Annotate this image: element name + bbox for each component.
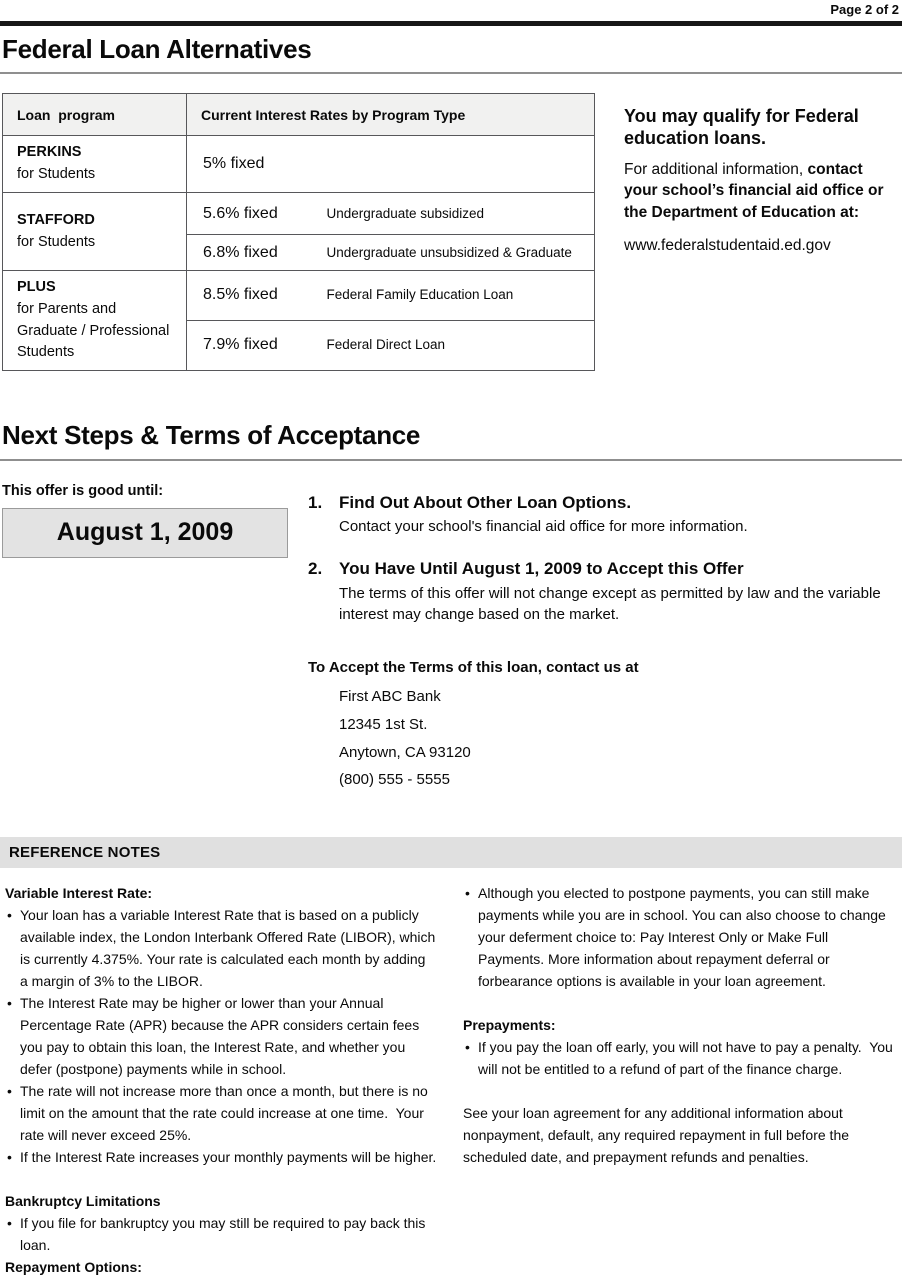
federal-loans-info-heading: You may qualify for Federal education loans. <box>624 106 859 149</box>
spacer <box>463 1081 895 1103</box>
step-2 <box>308 558 900 625</box>
step-title: You Have Until August 1, 2009 to Accept this Offer <box>339 559 744 579</box>
rate-program-type: Federal Direct Loan <box>326 337 446 353</box>
step-body: Contact your school's financial aid office for more information. <box>339 518 748 536</box>
rate-value: 8.5% fixed <box>203 286 278 304</box>
rate-value: 6.8% fixed <box>203 243 278 261</box>
note-heading-bankruptcy-limitations: Bankruptcy Limitations <box>5 1192 161 1209</box>
table-header-row <box>3 94 595 136</box>
reference-notes-body <box>0 868 902 1278</box>
program-name: PERKINS <box>17 144 82 161</box>
step-number: 1. <box>308 492 323 512</box>
rate-value: 5% fixed <box>203 155 265 173</box>
spacer <box>5 1169 437 1191</box>
note-bullet: • The rate will not increase more than once a month, but there is no limit on the amount that the rate could increase at one time. Your rate will never exceed 25%. <box>5 1081 437 1147</box>
federal-loans-info-text <box>624 159 900 223</box>
program-cell-stafford <box>3 193 187 271</box>
rate-cell <box>187 320 595 371</box>
info-text-regular: For additional information, <box>624 161 808 179</box>
offer-good-until-label: This offer is good until: <box>2 482 164 499</box>
lender-name: First ABC Bank <box>339 688 441 706</box>
rate-cell <box>187 271 595 320</box>
program-audience: for Students <box>17 233 96 250</box>
rate-value: 5.6% fixed <box>203 204 278 222</box>
offer-expiration-date: August 1, 2009 <box>2 508 288 558</box>
section-title-federal-loan-alternatives: Federal Loan Alternatives <box>0 26 902 75</box>
reference-notes-left-column <box>5 883 440 1278</box>
program-audience: for Parents and Graduate / Professional Students <box>17 300 170 361</box>
rate-program-type: Undergraduate subsidized <box>326 205 485 221</box>
table-header-loan-program: Loan program <box>3 94 187 136</box>
page-number: Page 2 of 2 <box>830 2 899 17</box>
step-1 <box>308 492 900 538</box>
steps-list <box>308 481 900 797</box>
reference-notes-header: REFERENCE NOTES <box>0 837 902 868</box>
rate-cell <box>187 136 595 193</box>
rate-cell <box>187 235 595 271</box>
lender-street: 12345 1st St. <box>339 715 428 733</box>
rate-cell <box>187 193 595 235</box>
section-title-next-steps: Next Steps & Terms of Acceptance <box>0 412 902 461</box>
lender-city-state-zip: Anytown, CA 93120 <box>339 743 471 761</box>
table-row-perkins <box>3 136 595 193</box>
note-heading-variable-interest-rate: Variable Interest Rate: <box>5 885 153 902</box>
rate-value: 7.9% fixed <box>203 336 278 354</box>
next-steps-content <box>0 481 902 797</box>
table-header-current-rates: Current Interest Rates by Program Type <box>187 94 595 136</box>
note-footer-paragraph: See your loan agreement for any additional information about nonpayment, default, any required repayment in full before the scheduled date, and prepayment refunds and penalties. <box>463 1104 853 1165</box>
program-cell-perkins <box>3 136 187 193</box>
accept-terms-label: To Accept the Terms of this loan, contact us at <box>308 659 639 677</box>
loan-alternatives-content <box>0 93 902 371</box>
note-bullet: • If you pay the loan off early, you will not have to pay a penalty. You will not be entitled to a refund of part of the finance charge. <box>463 1037 895 1081</box>
rate-program-type: Federal Family Education Loan <box>326 287 514 303</box>
note-heading-repayment-options: Repayment Options: <box>5 1258 142 1275</box>
federal-loans-info-box <box>624 93 900 371</box>
loan-rates-table <box>2 93 595 371</box>
note-heading-prepayments: Prepayments: <box>463 1017 556 1034</box>
rate-program-type: Undergraduate unsubsidized & Graduate <box>326 244 572 260</box>
step-number: 2. <box>308 559 323 579</box>
program-name: STAFFORD <box>17 211 95 228</box>
step-title: Find Out About Other Loan Options. <box>339 492 632 512</box>
info-text-bold: contact your school’s financial aid office or the Department of Education at: <box>624 161 884 221</box>
program-audience: for Students <box>17 166 96 183</box>
lender-phone: (800) 555 - 5555 <box>339 771 450 789</box>
program-name: PLUS <box>17 279 56 296</box>
note-bullet: • The Interest Rate may be higher or lower than your Annual Percentage Rate (APR) because the APR considers certain fees you pay to obtain this loan, the Interest Rate, and whether you defer (postpone) payments while in school. <box>5 993 437 1081</box>
lender-contact-block <box>339 686 900 791</box>
note-bullet: • Although you elected to postpone payments, you can still make payments while you are in school. You can also choose to change your deferment choice to: Pay Interest Only or Make Full Payments. More information about repayment deferral or forbearance options is available in your loan agreement. <box>463 883 895 993</box>
table-row-plus-ffel <box>3 271 595 320</box>
reference-notes-right-column <box>463 883 895 1278</box>
spacer <box>463 993 895 1015</box>
note-bullet: • Your loan has a variable Interest Rate that is based on a publicly available index, the London Interbank Offered Rate (LIBOR), which is currently 4.375%. Your rate is calculated each month by adding a margin of 3% to the LIBOR. <box>5 905 437 993</box>
note-bullet: • If you file for bankruptcy you may still be required to pay back this loan. <box>5 1213 437 1257</box>
table-row-stafford-subsidized <box>3 193 595 235</box>
federal-student-aid-url: www.federalstudentaid.ed.gov <box>624 237 831 255</box>
program-cell-plus <box>3 271 187 371</box>
offer-validity-block <box>2 481 288 797</box>
step-body: The terms of this offer will not change except as permitted by law and the variable interest may change based on the market. <box>339 584 881 623</box>
note-bullet: • If the Interest Rate increases your monthly payments will be higher. <box>5 1147 437 1169</box>
